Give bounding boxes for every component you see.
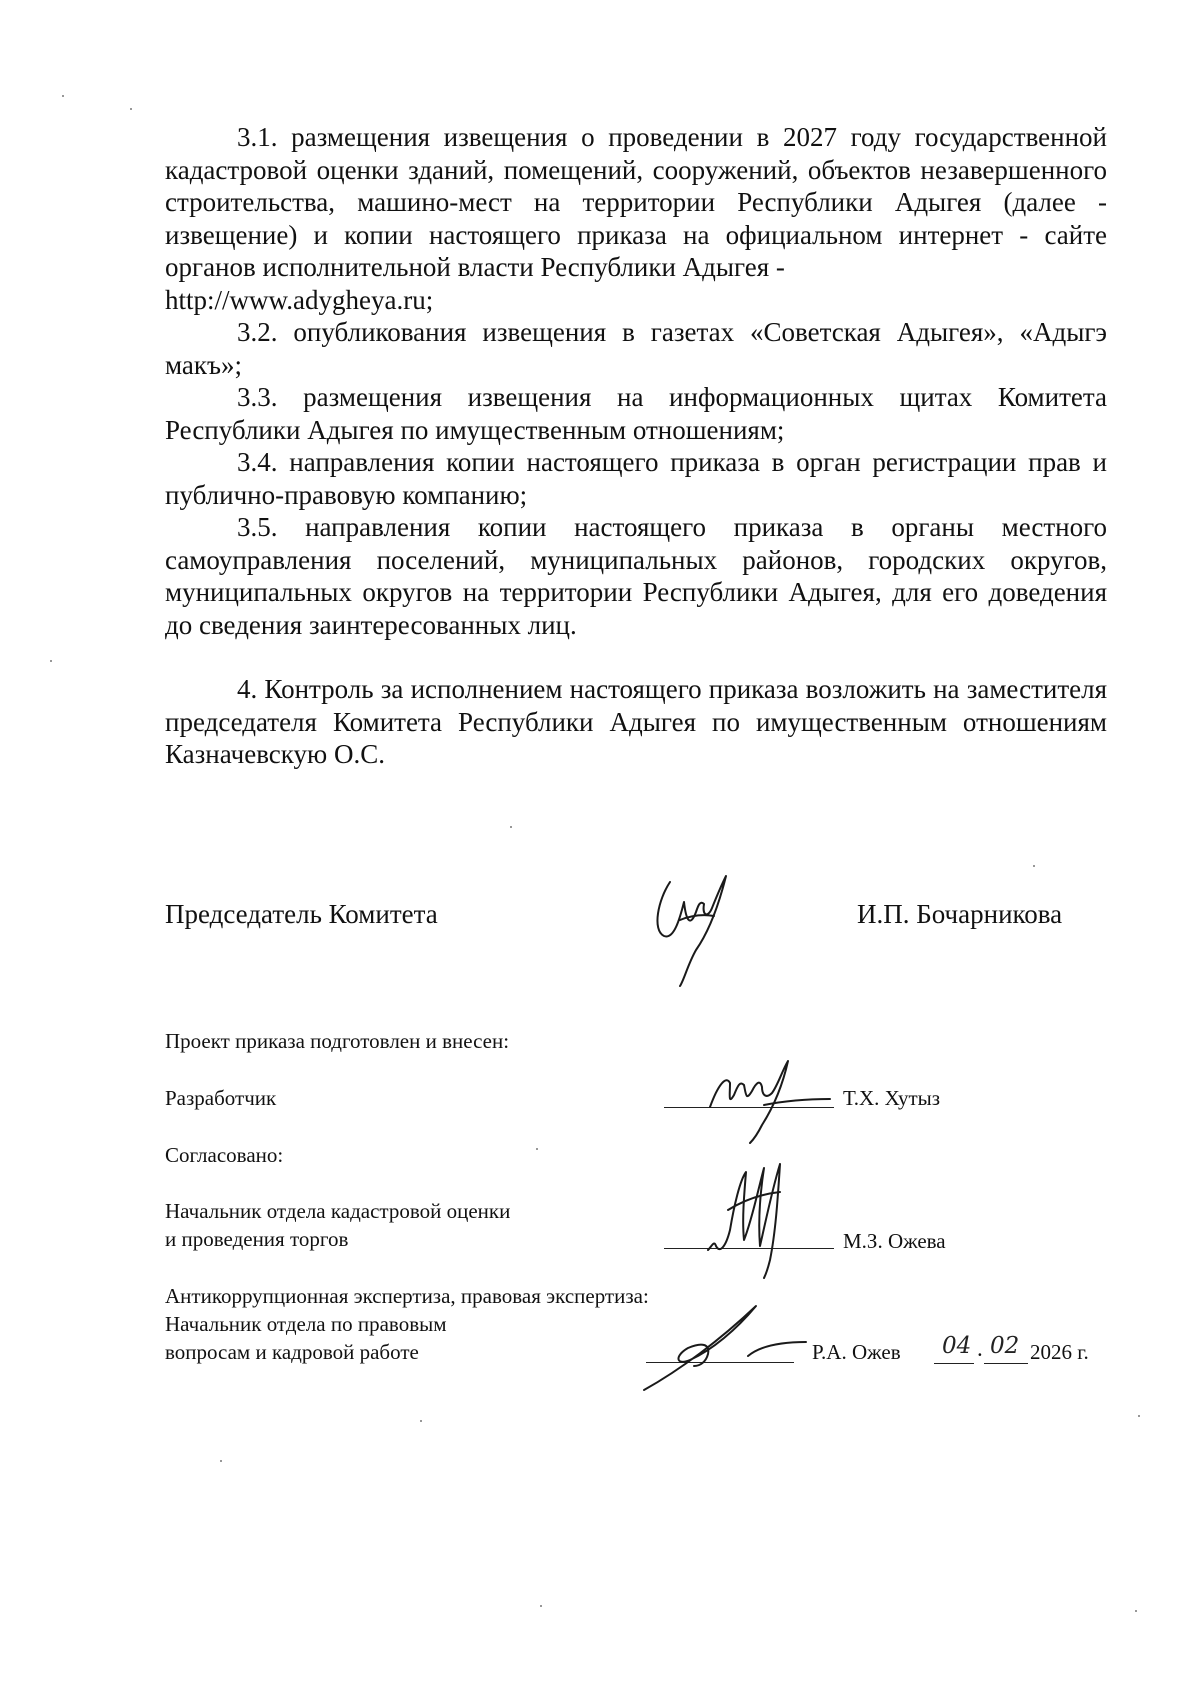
date-day: 04 bbox=[942, 1333, 972, 1359]
approvals-header: Проект приказа подготовлен и внесен: bbox=[165, 1029, 510, 1053]
expertise-name: Р.А. Ожев bbox=[812, 1340, 901, 1364]
chairman-signature-drawing bbox=[650, 870, 740, 990]
scan-speck bbox=[1033, 865, 1035, 867]
date-month: 02 bbox=[990, 1333, 1020, 1359]
chairman-title: Председатель Комитета bbox=[165, 899, 438, 929]
item-3-5: 3.5. направления копии настоящего приказа в органы местного самоуправления поселений, муниципальных районов, городских округов, муниципальных округов на территории Республики Адыгея, для его доведения до сведения заинтересованных лиц. bbox=[165, 512, 1107, 640]
scan-speck bbox=[50, 660, 52, 662]
scan-speck bbox=[540, 1605, 542, 1607]
expertise-label-line2: Начальник отдела по правовым bbox=[165, 1312, 447, 1336]
scan-speck bbox=[1135, 1610, 1137, 1612]
chairman-name: И.П. Бочарникова bbox=[857, 899, 1063, 929]
agreed-label: Согласовано: bbox=[165, 1143, 284, 1167]
head-name: М.З. Ожева bbox=[843, 1229, 946, 1253]
scan-speck bbox=[1138, 1415, 1140, 1417]
head-signature-drawing bbox=[700, 1150, 820, 1280]
scan-speck bbox=[220, 1460, 222, 1462]
head-department-label-line2: и проведения торгов bbox=[165, 1227, 349, 1251]
scan-speck bbox=[62, 95, 64, 97]
expertise-label-line3: вопросам и кадровой работе bbox=[165, 1340, 419, 1364]
head-department-label-line1: Начальник отдела кадастровой оценки bbox=[165, 1199, 511, 1223]
scan-speck bbox=[536, 1148, 538, 1150]
date-separator-dot: . bbox=[977, 1336, 983, 1361]
date-month-line bbox=[984, 1363, 1028, 1364]
item-3-1 bbox=[165, 121, 1107, 316]
scan-speck bbox=[420, 1420, 422, 1422]
item-4: 4. Контроль за исполнением настоящего приказа возложить на заместителя председателя Комитета Республики Адыгея по имущественным отношениям Казначевскую О.С. bbox=[165, 674, 1107, 769]
scan-speck bbox=[130, 108, 132, 110]
item-3-4: 3.4. направления копии настоящего приказа в орган регистрации прав и публично-правовую компанию; bbox=[165, 447, 1107, 510]
developer-signature-drawing bbox=[700, 1055, 835, 1145]
date-year: 2026 г. bbox=[1030, 1340, 1089, 1364]
item-3-2: 3.2. опубликования извещения в газетах «Советская Адыгея», «Адыгэ макъ»; bbox=[165, 317, 1107, 380]
item-3-1-text: 3.1. размещения извещения о проведении в 2027 году государственной кадастровой оценки зданий, помещений, сооружений, объектов незавершенного строительства, машино-мест на территории Республики Адыгея (далее - извещение) и копии настоящего приказа на официальном интернет - сайте органов исполнительной власти Республики Адыгея - bbox=[165, 122, 1107, 282]
item-3-3: 3.3. размещения извещения на информационных щитах Комитета Республики Адыгея по имущественным отношениям; bbox=[165, 382, 1107, 445]
expertise-signature-drawing bbox=[640, 1300, 810, 1395]
developer-label: Разработчик bbox=[165, 1086, 277, 1110]
developer-name: Т.Х. Хутыз bbox=[843, 1086, 941, 1110]
scan-speck bbox=[510, 826, 512, 828]
expertise-label-line1: Антикоррупционная экспертиза, правовая экспертиза: bbox=[165, 1284, 649, 1308]
order-items bbox=[165, 121, 1107, 771]
date-day-line bbox=[934, 1363, 974, 1364]
website-link-text: http://www.adygheya.ru; bbox=[165, 284, 434, 315]
